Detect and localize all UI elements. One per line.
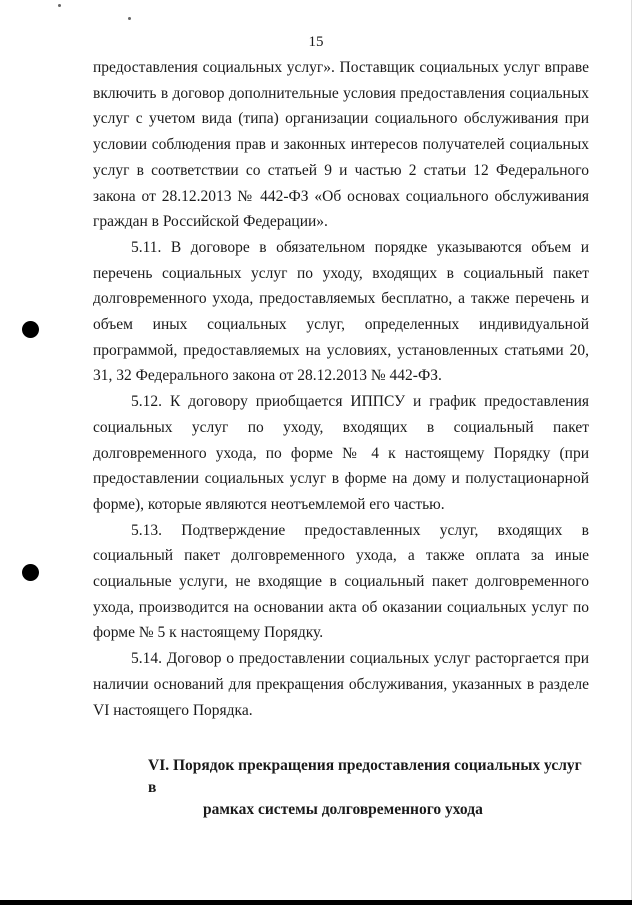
scan-speck [128,17,131,20]
scan-speck [58,4,61,7]
section-heading-line-2: рамках системы долговременного ухода [203,801,483,818]
scan-bottom-border [0,900,632,905]
section-heading [93,755,589,821]
page-number: 15 [308,34,324,50]
paragraph-5-14: 5.14. Договор о предоставлении социальных услуг расторгается при наличии оснований для прекращения обслуживания, указанных в разделе VI настоящего Порядка. [93,650,589,719]
paragraph-continuation: предоставления социальных услуг». Поставщик социальных услуг вправе включить в договор дополнительные условия предоставления социальных услуг с учетом вида (типа) организации социального обслуживания при условии соблюдения прав и законных интересов получателей социальных услуг в соответствии со статьей 9 и частью 2 статьи 12 Федерального закона от 28.12.2013 № 442-ФЗ «Об основах социального обслуживания граждан в Российской Федерации». [93,59,589,231]
paragraph-5-11: 5.11. В договоре в обязательном порядке указываются объем и перечень социальных услуг по уходу, входящих в социальный пакет долговременного ухода, предоставляемых бесплатно, а также перечень и объем иных социальных услуг, определенных индивидуальной программой, предоставляемых на условиях, установленных статьями 20, 31, 32 Федерального закона от 28.12.2013 № 442-ФЗ. [93,238,589,385]
binder-hole [22,321,39,338]
paragraph-5-12: 5.12. К договору приобщается ИППСУ и график предоставления социальных услуг по уходу, входящих в социальный пакет долговременного ухода, по форме № 4 к настоящему Порядку (при предоставлении социальных услуг в форме на дому и полустационарной форме), которые являются неотъемлемой его частью. [93,393,589,513]
binder-hole [22,564,39,581]
paragraph-5-13: 5.13. Подтверждение предоставленных услуг, входящих в социальный пакет долговременного ухода, а также оплата за иные социальные услуги, не входящие в социальный пакет долговременного ухода, производится на основании акта об оказании социальных услуг по форме № 5 к настоящему Порядку. [93,521,589,642]
document-body [93,55,589,723]
section-heading-line-1: VI. Порядок прекращения предоставления социальных услуг в [148,757,582,796]
